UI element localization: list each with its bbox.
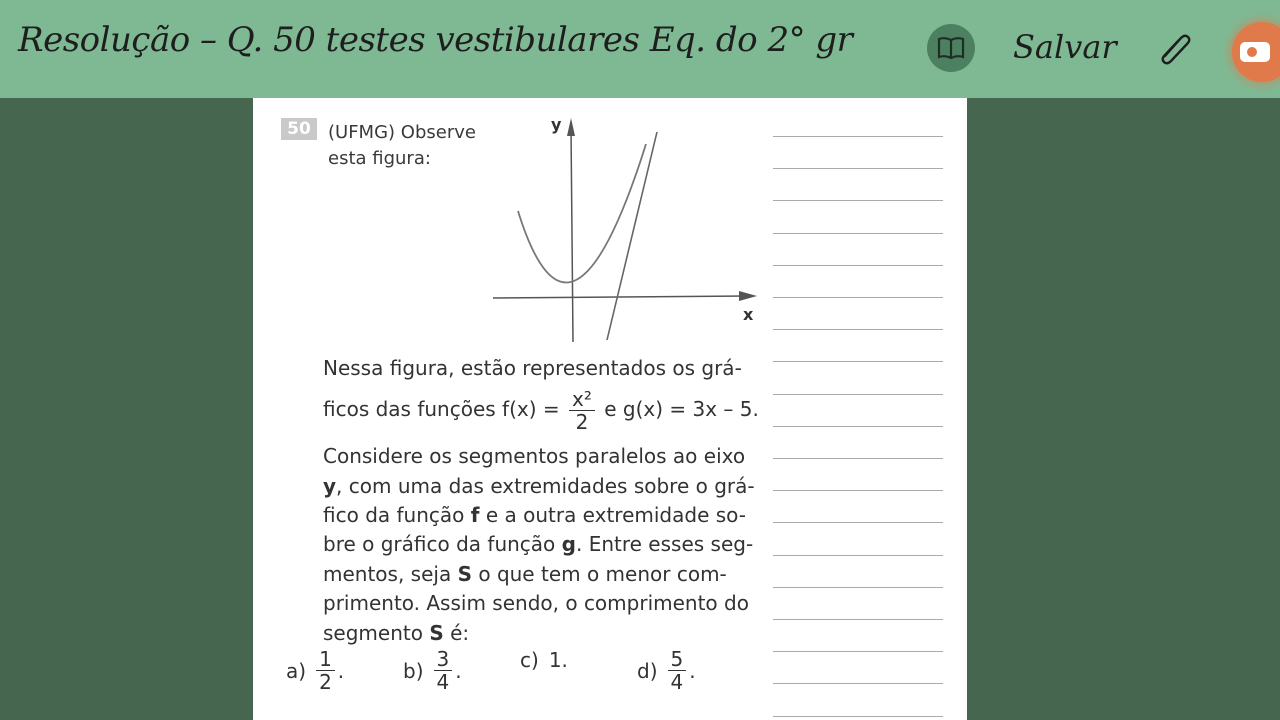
bold-term: S xyxy=(429,621,444,645)
bold-term: S xyxy=(457,562,472,586)
text-line xyxy=(323,532,753,556)
text-segment: segmento xyxy=(323,621,423,645)
top-bar xyxy=(0,0,1280,98)
text-line: Nessa figura, estão representados os grá- xyxy=(323,356,742,380)
answer-value: 1. xyxy=(548,648,568,672)
text-segment: e a outra extremidade so- xyxy=(485,503,746,527)
answer-label: a) xyxy=(286,658,307,683)
period: . xyxy=(337,658,345,683)
text-line xyxy=(323,474,755,498)
text-segment: e g(x) = 3x – 5. xyxy=(604,397,759,421)
text-segment: bre o gráfico da função xyxy=(323,532,556,556)
text-line xyxy=(323,503,746,527)
document-page xyxy=(253,98,967,720)
question-prompt: esta figura: xyxy=(328,148,431,169)
text-segment: fico da função xyxy=(323,503,465,527)
text-segment: ficos das funções f(x) = xyxy=(323,397,560,421)
y-axis-label: y xyxy=(551,115,562,134)
note-line xyxy=(773,265,943,266)
answer-fraction xyxy=(316,648,335,693)
note-line xyxy=(773,555,943,556)
answer-label: c) xyxy=(520,648,539,672)
document-title: Resolução – Q. 50 testes vestibulares Eq. do 2° gr xyxy=(18,20,853,60)
note-line xyxy=(773,426,943,427)
function-graph xyxy=(483,114,773,344)
book-icon xyxy=(937,36,965,60)
note-line xyxy=(773,651,943,652)
fraction-numerator: x² xyxy=(569,388,595,411)
text-line-with-fraction xyxy=(323,388,759,433)
answer-option-d[interactable] xyxy=(637,648,696,693)
note-line xyxy=(773,619,943,620)
answer-option-b[interactable] xyxy=(403,648,462,693)
fraction-numerator: 1 xyxy=(316,648,335,671)
answer-label: d) xyxy=(637,658,658,683)
text-line: primento. Assim sendo, o comprimento do xyxy=(323,591,749,615)
record-dot xyxy=(1247,47,1257,57)
fraction-denominator: 2 xyxy=(319,670,332,694)
note-line xyxy=(773,587,943,588)
note-line xyxy=(773,394,943,395)
question-intro xyxy=(328,120,476,172)
fraction-denominator: 2 xyxy=(575,410,589,434)
note-line xyxy=(773,490,943,491)
bold-term: f xyxy=(470,503,480,527)
paperclip-icon xyxy=(1155,28,1195,68)
fraction-f xyxy=(569,388,595,433)
note-line xyxy=(773,458,943,459)
note-line xyxy=(773,200,943,201)
note-line xyxy=(773,233,943,234)
answer-option-c[interactable] xyxy=(520,648,568,672)
text-line xyxy=(323,621,469,645)
fraction-denominator: 4 xyxy=(670,670,684,694)
text-segment: , com uma das extremidades sobre o grá- xyxy=(336,474,755,498)
fraction-denominator: 4 xyxy=(436,670,450,694)
note-line xyxy=(773,297,943,298)
text-line: Considere os segmentos paralelos ao eixo xyxy=(323,444,746,468)
text-segment: é: xyxy=(450,621,470,645)
record-button[interactable] xyxy=(1232,22,1280,82)
fraction-numerator: 5 xyxy=(668,648,687,671)
attach-button[interactable] xyxy=(1155,28,1195,68)
bold-term: y xyxy=(323,474,337,498)
reader-mode-button[interactable] xyxy=(927,24,975,72)
save-button[interactable]: Salvar xyxy=(1013,28,1117,66)
text-segment: o que tem o menor com- xyxy=(478,562,727,586)
note-line xyxy=(773,136,943,137)
answer-fraction xyxy=(668,648,687,693)
text-segment: mentos, seja xyxy=(323,562,452,586)
text-line xyxy=(323,562,727,586)
note-line xyxy=(773,716,943,717)
note-line xyxy=(773,522,943,523)
question-source: (UFMG) Observe xyxy=(328,122,476,143)
period: . xyxy=(689,658,696,683)
answer-label: b) xyxy=(403,658,424,683)
note-line xyxy=(773,329,943,330)
question-number: 50 xyxy=(281,118,317,140)
answer-option-a[interactable] xyxy=(286,648,344,693)
note-line xyxy=(773,361,943,362)
x-axis-label: x xyxy=(743,305,754,324)
note-line xyxy=(773,168,943,169)
notes-lines xyxy=(773,98,943,720)
note-line xyxy=(773,683,943,684)
text-segment: . Entre esses seg- xyxy=(575,532,754,556)
fraction-numerator: 3 xyxy=(434,648,453,671)
answer-fraction xyxy=(434,648,453,693)
bold-term: g xyxy=(561,532,576,556)
period: . xyxy=(455,658,462,683)
